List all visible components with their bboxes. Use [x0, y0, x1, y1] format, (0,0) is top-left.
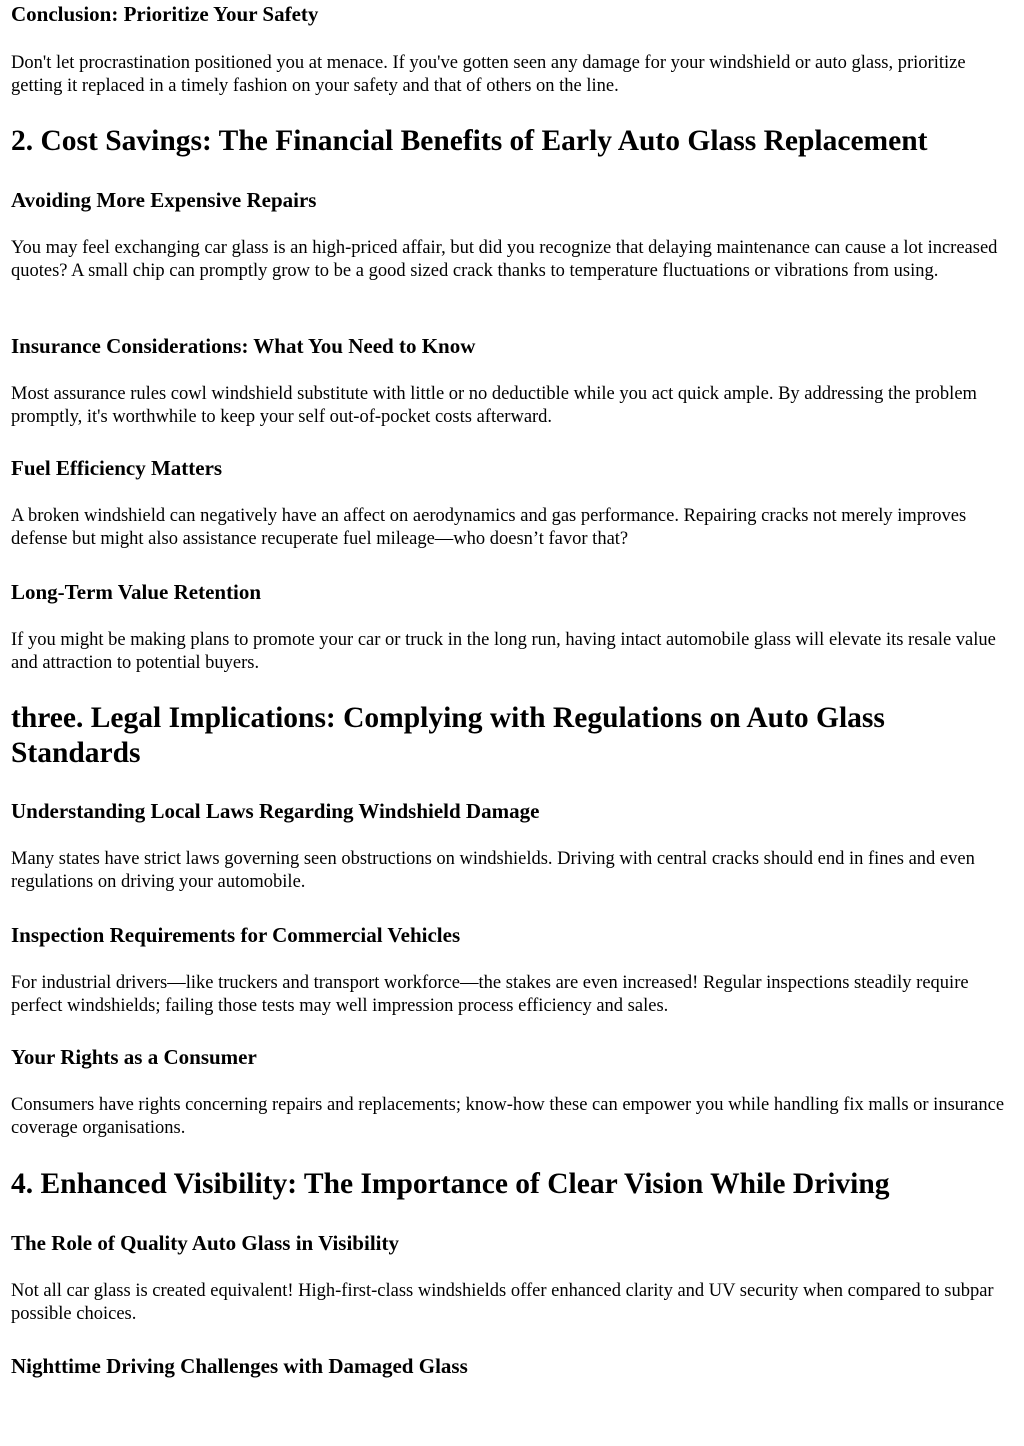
- subsection-heading: Long-Term Value Retention: [11, 580, 262, 604]
- section-heading: Conclusion: Prioritize Your Safety: [11, 2, 319, 26]
- subsection-heading: Insurance Considerations: What You Need to Know: [11, 334, 476, 358]
- section-title: three. Legal Implications: Complying with Regulations on Auto Glass Standards: [11, 702, 885, 769]
- subsection-paragraph: If you might be making plans to promote your car or truck in the long run, having intact automobile glass will elevate its resale value and attraction to potential buyers.: [11, 630, 996, 674]
- subsection-heading: Your Rights as a Consumer: [11, 1045, 257, 1069]
- subsection-heading: The Role of Quality Auto Glass in Visibility: [11, 1231, 399, 1255]
- subsection-paragraph: You may feel exchanging car glass is an high-priced affair, but did you recognize that delaying maintenance can cause a lot increased quotes? A small chip can promptly grow to be a good sized crack thanks to temperature fluctuations or vibrations from using.: [11, 238, 998, 282]
- section-paragraph: Don't let procrastination positioned you at menace. If you've gotten seen any damage for your windshield or auto glass, prioritize getting it replaced in a timely fashion on your safety and that of others on the line.: [11, 53, 966, 97]
- subsection-heading: Fuel Efficiency Matters: [11, 456, 223, 480]
- subsection-paragraph: A broken windshield can negatively have an affect on aerodynamics and gas performance. Repairing cracks not merely improves defense but might also assistance recuperate fuel mileage—who doesn’t favor that?: [11, 506, 967, 550]
- section-title: 4. Enhanced Visibility: The Importance of Clear Vision While Driving: [11, 1168, 890, 1200]
- subsection-heading: Inspection Requirements for Commercial Vehicles: [11, 923, 461, 947]
- subsection-paragraph: Many states have strict laws governing seen obstructions on windshields. Driving with central cracks should end in fines and even regulations on driving your automobile.: [11, 849, 975, 893]
- subsection-paragraph: Most assurance rules cowl windshield substitute with little or no deductible while you act quick ample. By addressing the problem promptly, it's worthwhile to keep your self out-of-pocket costs afterward.: [11, 384, 977, 428]
- subsection-heading: Understanding Local Laws Regarding Windshield Damage: [11, 799, 540, 823]
- subsection-paragraph: For industrial drivers—like truckers and transport workforce—the stakes are even increased! Regular inspections steadily require perfect windshields; failing those tests may well impression process efficiency and sales.: [11, 973, 969, 1017]
- subsection-heading: Avoiding More Expensive Repairs: [11, 188, 317, 212]
- subsection-paragraph: Not all car glass is created equivalent! High-first-class windshields offer enhanced clarity and UV security when compared to subpar possible choices.: [11, 1281, 994, 1325]
- section-title: 2. Cost Savings: The Financial Benefits of Early Auto Glass Replacement: [11, 125, 928, 157]
- subsection-heading: Nighttime Driving Challenges with Damaged Glass: [11, 1354, 468, 1378]
- subsection-paragraph: Consumers have rights concerning repairs and replacements; know-how these can empower you while handling fix malls or insurance coverage organisations.: [11, 1095, 1005, 1139]
